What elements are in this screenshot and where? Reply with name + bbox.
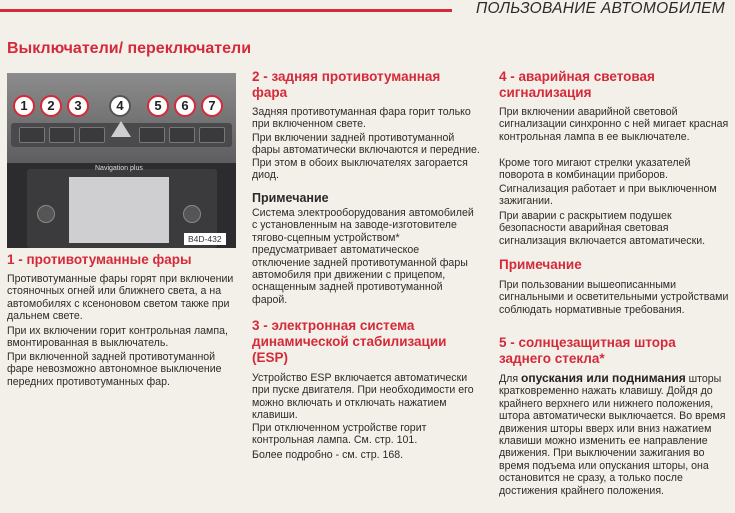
col2-paragraph-1: Задняя противотуманная фара горит только при включенном свете. xyxy=(252,106,471,131)
callout-4: 4 xyxy=(109,95,131,117)
heading-esp: 3 - электронная система динамической стабилизации (ESP) xyxy=(252,318,447,365)
col1-paragraph-1: Противотуманные фары горят при включении стояночных огней или ближнего света, а на автомобилях с ксеноновом светом также при дальнем свете. xyxy=(7,273,234,323)
photo-radio-label: Navigation plus xyxy=(95,165,143,172)
photo-code: B4D-432 xyxy=(184,233,226,245)
col2-note-text: Система электрооборудования автомобилей с установленным на заводе-изготовителе тягово-сцепным устройством* предусматривает автоматическое отключение задней противотуманной фары автомобиля при движении с прицепом, оснащенным задней противотуманной фарой. xyxy=(252,207,474,306)
heading-sun-blind: 5 - солнцезащитная штора заднего стекла* xyxy=(499,335,676,366)
sun-blind-emphasis: опускания или поднимания xyxy=(521,371,686,385)
heading-fog-lights: 1 - противотуманные фары xyxy=(7,252,192,267)
col1-paragraph-3: При включенной задней противотуманной фаре невозможно автономное выключение передних противотуманных фар. xyxy=(7,351,222,388)
header-rule xyxy=(0,9,452,12)
photo-switch xyxy=(139,127,165,143)
section-title: Выключатели/ переключатели xyxy=(7,40,252,57)
callout-5: 5 xyxy=(147,95,169,117)
col3-note-text: При пользовании вышеописанными сигнальными и осветительными устройствами соблюдать нормативные требования. xyxy=(499,279,729,316)
photo-switch xyxy=(169,127,195,143)
col2-paragraph-5: При отключенном устройстве горит контрольная лампа. См. стр. 101. xyxy=(252,422,427,447)
photo-switch xyxy=(49,127,75,143)
heading-rear-fog-light: 2 - задняя противотуманная фара xyxy=(252,69,441,100)
callout-6: 6 xyxy=(174,95,196,117)
heading-hazard-lights: 4 - аварийная световая сигнализация xyxy=(499,69,655,100)
col2-paragraph-6: Более подробно - см. стр. 168. xyxy=(252,449,404,461)
col3-paragraph-1: При включении аварийной световой сигнализации синхронно с ней мигает красная контрольная лампа в ее выключателе. xyxy=(499,106,729,143)
photo-radio-screen xyxy=(69,177,169,243)
photo-knob xyxy=(183,205,201,223)
callout-1: 1 xyxy=(13,95,35,117)
col1-paragraph-2: При их включении горит контрольная лампа, вмонтированная в выключатель. xyxy=(7,325,228,350)
header-bar xyxy=(0,0,735,20)
photo-switch xyxy=(79,127,105,143)
col3-paragraph-4: При аварии с раскрытием подушек безопасности аварийная световая сигнализация включается автоматически. xyxy=(499,210,706,247)
col2-note-title: Примечание xyxy=(252,191,329,205)
callout-2: 2 xyxy=(40,95,62,117)
col3-paragraph-3: Сигнализация работает и при выключенном зажигании. xyxy=(499,183,717,208)
callout-3: 3 xyxy=(67,95,89,117)
col2-paragraph-4: Устройство ESP включается автоматически при пуске двигателя. При необходимости его можно включать и отключать нажатием клавиши. xyxy=(252,372,474,422)
running-head: ПОЛЬЗОВАНИЕ АВТОМОБИЛЕМ xyxy=(475,0,725,17)
col3-paragraph-2: Кроме того мигают стрелки указателей поворота в комбинации приборов. xyxy=(499,157,691,182)
col3-note-title: Примечание xyxy=(499,257,582,272)
photo-switch xyxy=(19,127,45,143)
photo-dashboard xyxy=(7,73,236,163)
col3-paragraph-6 xyxy=(499,372,729,497)
photo-switch xyxy=(199,127,225,143)
sun-blind-lead: Для xyxy=(499,373,519,385)
photo-knob xyxy=(37,205,55,223)
col2-paragraph-2: При включении задней противотуманной фары автоматически включаются и передние. При этом в обоих выключателях загорается диод. xyxy=(252,132,480,182)
sun-blind-text: шторы кратковременно нажать клавишу. Дойдя до крайнего верхнего или нижнего положения, штора автоматически выключается. Во время движения шторы вверх или вниз нажатием клавиши можно изменить ее направление движения. При выключении зажигания во время подъема или опускания шторы, она остановится не сразу, а только после достижения крайнего положения. xyxy=(499,373,726,497)
hazard-triangle-icon xyxy=(111,121,131,137)
callout-7: 7 xyxy=(201,95,223,117)
switch-panel-photo xyxy=(7,73,236,248)
